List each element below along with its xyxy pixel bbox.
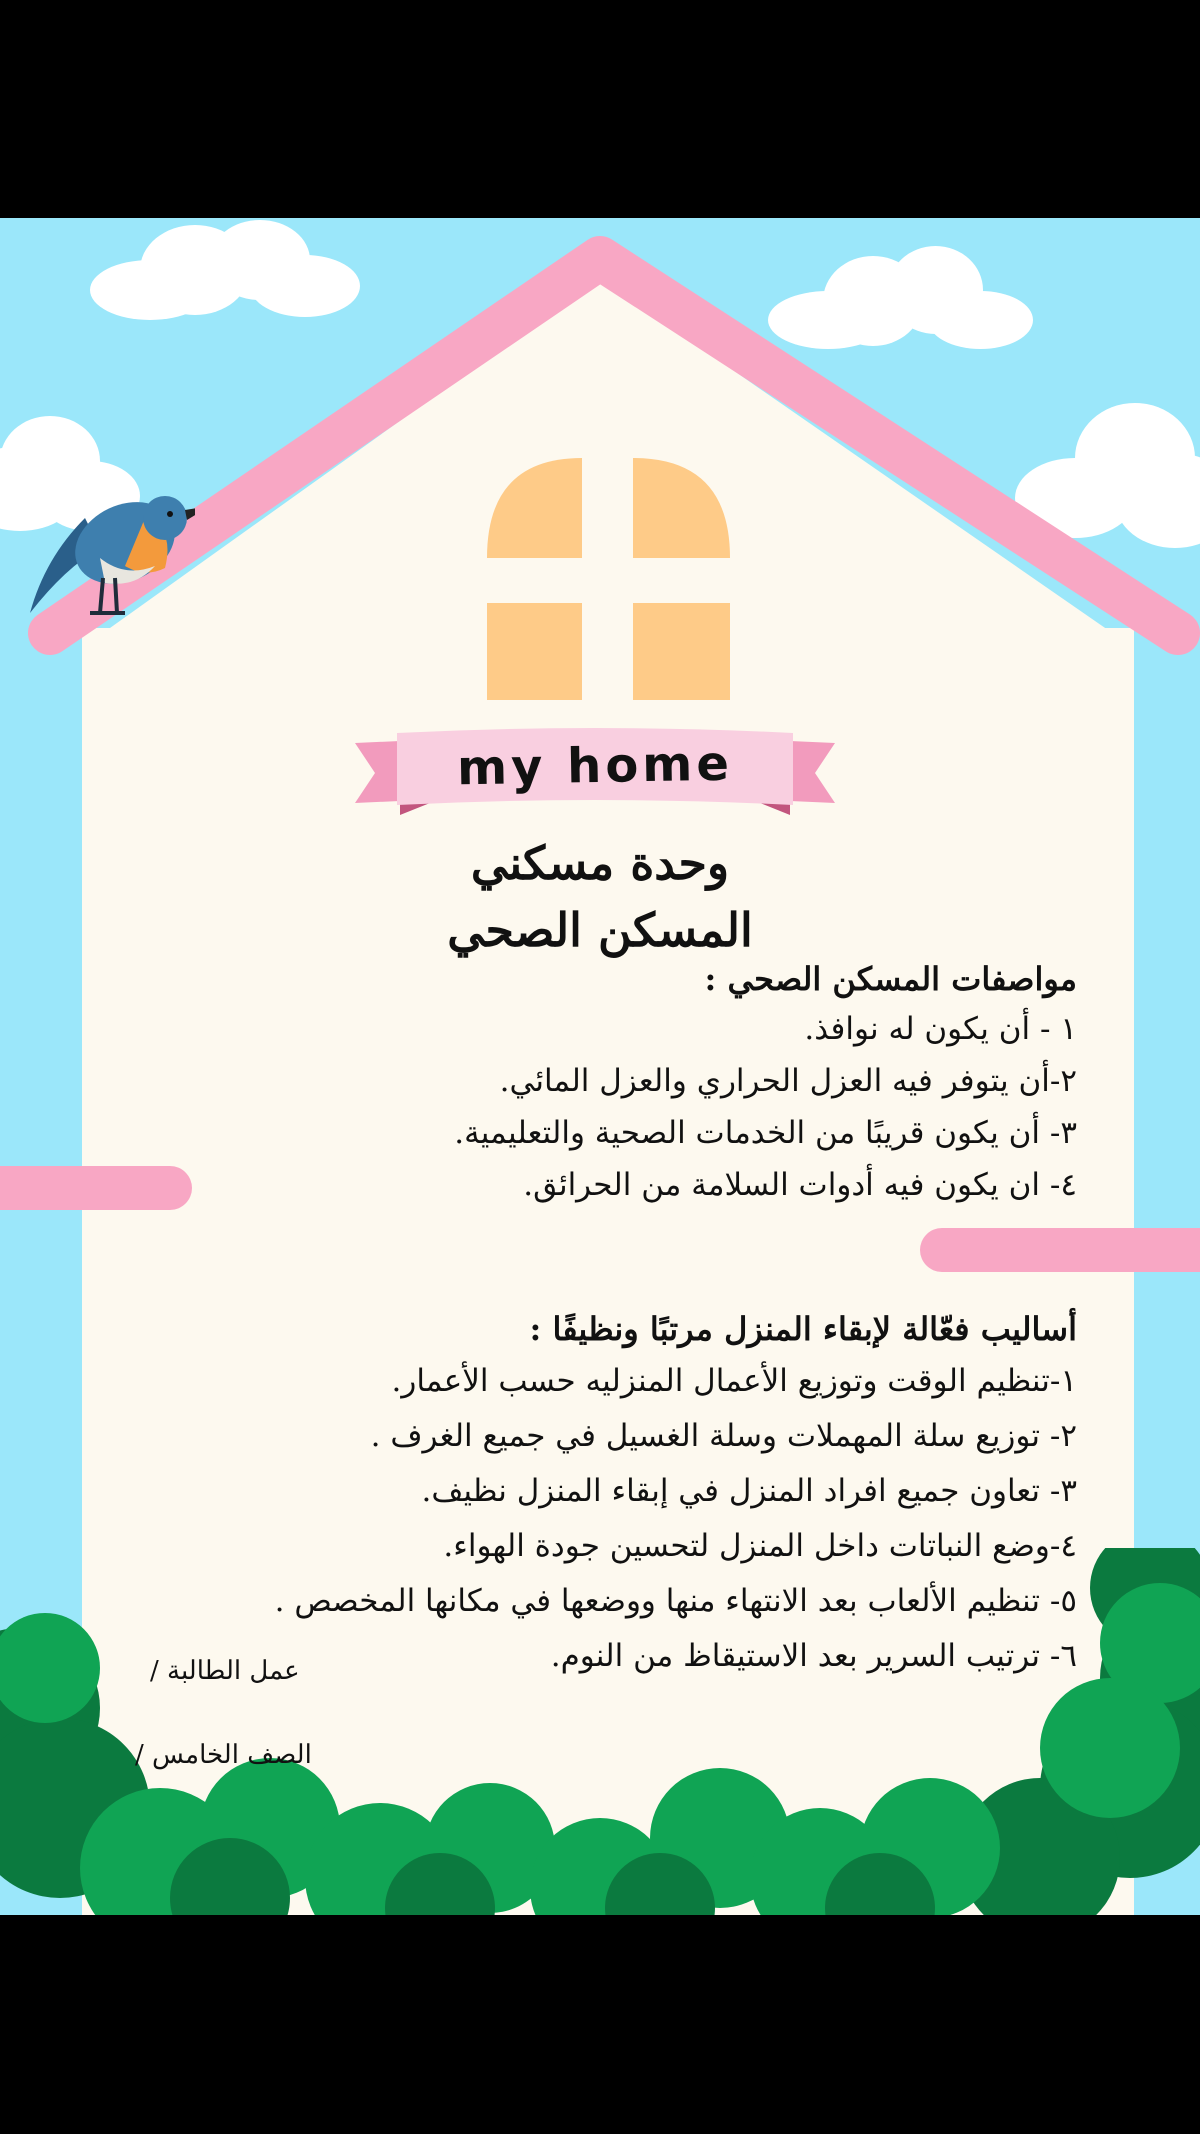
list-item: ٦- ترتيب السرير بعد الاستيقاظ من النوم. bbox=[550, 1638, 1077, 1674]
decor-bar-right bbox=[920, 1228, 1200, 1272]
list-item: ١ - أن يكون له نوافذ. bbox=[804, 1011, 1077, 1047]
banner-title: my home bbox=[456, 735, 734, 797]
grade-label: الصف الخامس / bbox=[135, 1740, 312, 1770]
ribbon-icon bbox=[355, 723, 835, 823]
list-item: ٢- توزيع سلة المهملات وسلة الغسيل في جميع الغرف . bbox=[370, 1418, 1077, 1454]
unit-title: وحدة مسكني bbox=[470, 836, 730, 890]
bush-icon bbox=[0, 1548, 1200, 1915]
list-item: ٣- أن يكون قريبًا من الخدمات الصحية والتعليمية. bbox=[454, 1115, 1077, 1151]
bird-icon bbox=[25, 448, 195, 628]
list-item: ٥- تنظيم الألعاب بعد الانتهاء منها ووضعها في مكانها المخصص . bbox=[274, 1583, 1077, 1619]
list-item: ٤-وضع النباتات داخل المنزل لتحسين جودة الهواء. bbox=[443, 1528, 1077, 1564]
window-icon bbox=[487, 458, 730, 700]
student-label: عمل الطالبة / bbox=[150, 1656, 300, 1686]
topic-title: المسكن الصحي bbox=[447, 903, 753, 957]
list-item: ٣- تعاون جميع افراد المنزل في إبقاء المنزل نظيف. bbox=[421, 1473, 1077, 1509]
list-item: ١-تنظيم الوقت وتوزيع الأعمال المنزليه حسب الأعمار. bbox=[391, 1363, 1077, 1399]
section1-list bbox=[377, 1003, 1077, 1211]
decor-bar-left bbox=[0, 1166, 192, 1210]
list-item: ٢-أن يتوفر فيه العزل الحراري والعزل المائي. bbox=[499, 1063, 1077, 1099]
poster-scene bbox=[0, 218, 1200, 1915]
section2-heading: أساليب فعّالة لإبقاء المنزل مرتبًا ونظيفًا : bbox=[529, 1310, 1077, 1348]
section1-heading: مواصفات المسكن الصحي : bbox=[704, 960, 1077, 998]
list-item: ٤- ان يكون فيه أدوات السلامة من الحرائق. bbox=[523, 1167, 1077, 1203]
